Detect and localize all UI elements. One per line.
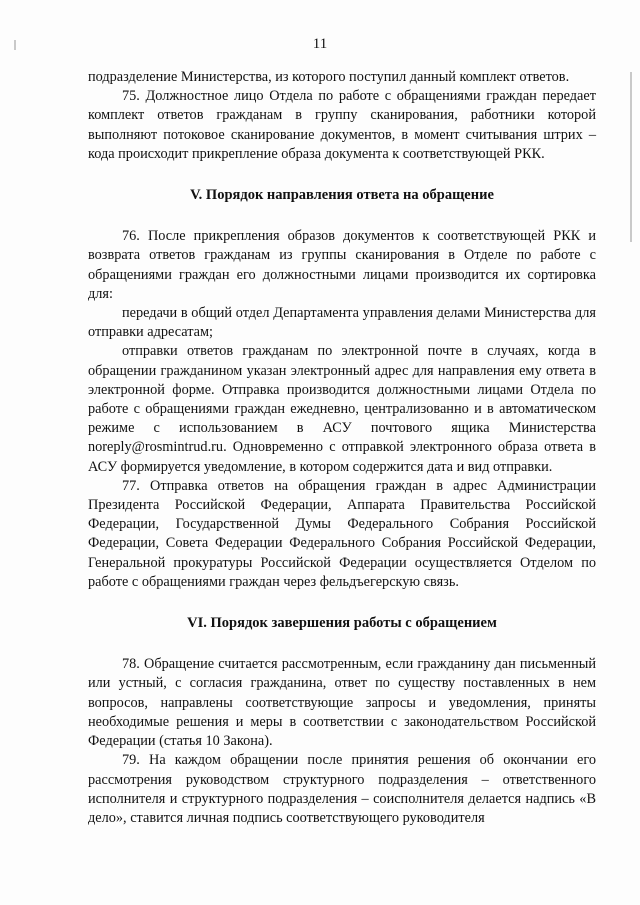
section-heading-6: VI. Порядок завершения работы с обращением [187,615,497,632]
document-body [88,68,596,828]
spacer [88,205,596,227]
paragraph-76-item-transfer: передачи в общий отдел Департамента управления делами Министерства для отправки адресатам; [88,305,596,341]
spacer [88,592,596,614]
scan-margin-mark [630,72,632,242]
paragraph-77: 77. Отправка ответов на обращения граждан в адрес Администрации Президента Российской Федерации, Аппарата Правительства Российской Федерации, Государственной Думы Федерального Собрания Российской Федерации, Совета Федерации Федерального Собрания Российской Федерации, Генеральной прокуратуры Российской Федерации осуществляется Отделом по работе с обращениями граждан через фельдъегерскую связь. [88,477,596,590]
section-heading-5: V. Порядок направления ответа на обращение [190,187,494,204]
spacer [88,633,596,655]
paragraph-continuation: подразделение Министерства, из которого поступил данный комплект ответов. [88,69,570,85]
paragraph-76-item-email: отправки ответов гражданам по электронной почте в случаях, когда в обращении гражданином указан электронный адрес для направления ему ответа в электронной форме. Отправка производится должностными лицами Отдела по работе с обращениями граждан ежедневно, централизованно и в автоматическом режиме с использованием в АСУ почтового ящика Министерства noreply@rosmintrud.ru. Одновременно с отправкой электронного образа ответа в АСУ формируется уведомление, в котором содержится дата и вид отправки. [88,343,596,475]
paragraph-78: 78. Обращение считается рассмотренным, если гражданину дан письменный или устный, с согласия гражданина, ответ по существу поставленных в нем вопросов, направлены соответствующие запросы и уведомления, приняты необходимые решения и меры в соответствии с законодательством Российской Федерации (статья 10 Закона). [88,656,596,750]
spacer [88,164,596,186]
page-number: 11 [312,36,328,52]
paragraph-75: 75. Должностное лицо Отдела по работе с обращениями граждан передает комплект ответов гражданам в группу сканирования, работники которой выполняют потоковое сканирование документов, в момент считывания штрих – кода происходит прикрепление образа документа к соответствующей РКК. [88,88,596,162]
paragraph-79: 79. На каждом обращении после принятия решения об окончании его рассмотрения руководством структурного подразделения – ответственного исполнителя и структурного подразделения – соисполнителя делается надпись «В дело», ставится личная подпись соответствующего руководителя [88,752,596,826]
paragraph-76: 76. После прикрепления образов документов к соответствующей РКК и возврата ответов гражданам из группы сканирования в Отделе по работе с обращениями граждан его должностными лицами производится их сортировка для: [88,228,596,302]
